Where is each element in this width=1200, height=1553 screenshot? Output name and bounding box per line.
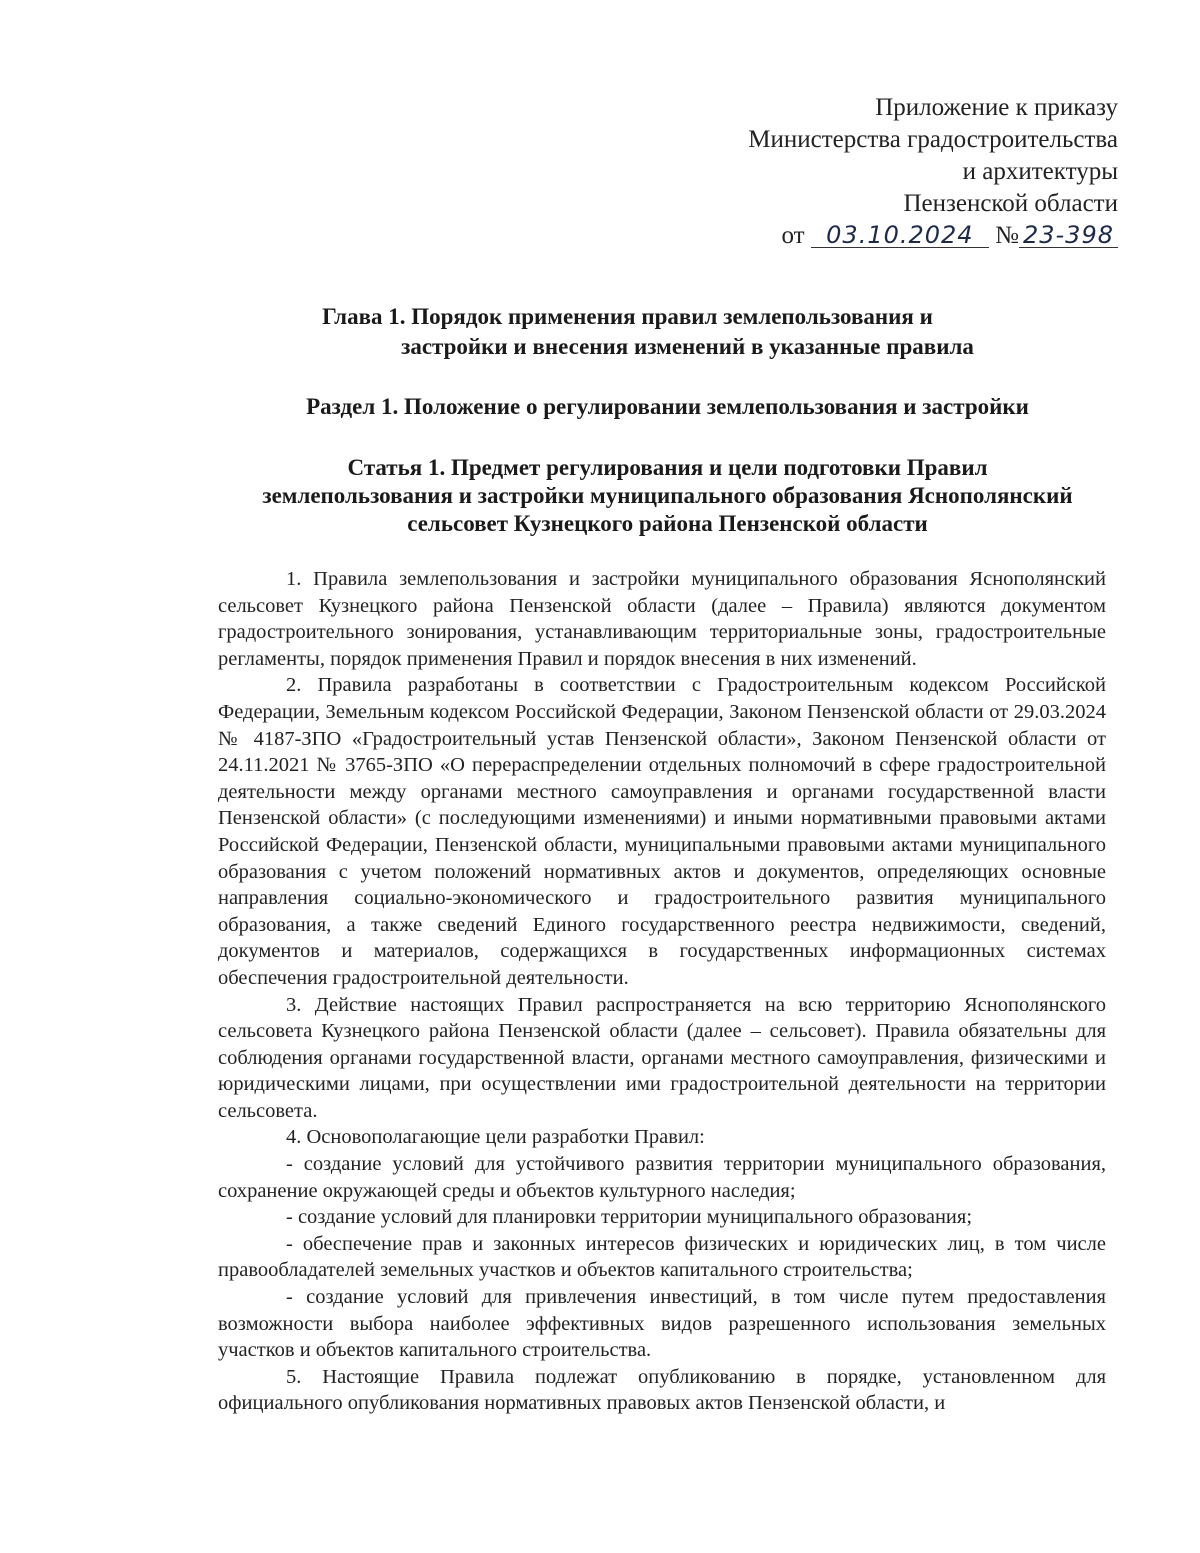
article-title [215,454,1120,538]
chapter-title-line-1: Глава 1. Порядок применения правил землепользования и [322,304,933,329]
goal-item-3: - обеспечение прав и законных интересов физических и юридических лиц, в том числе правообладателей земельных участков и объектов капитального строительства; [218,1232,1106,1282]
appendix-date-line [678,220,1118,252]
article-title-line-1: Статья 1. Предмет регулирования и цели подготовки Правил [347,455,988,480]
chapter-title-line-2: застройки и внесения изменений в указанные правила [401,334,974,359]
goal-item-4: - создание условий для привлечения инвестиций, в том числе путем предоставления возможности выбора наиболее эффективных видов разрешенного использования земельных участков и объектов капитального строительства. [218,1286,1106,1362]
paragraph-5: 5. Настоящие Правила подлежат опубликованию в порядке, установленном для официального опубликования нормативных правовых актов Пензенской области, и [218,1365,1106,1415]
goal-item-1: - создание условий для устойчивого развития территории муниципального образования, сохранение окружающей среды и объектов культурного наследия; [218,1153,1106,1202]
section-title: Раздел 1. Положение о регулировании землепользования и застройки [306,394,1029,419]
appendix-line-1: Приложение к приказу [875,94,1118,121]
paragraph-4: 4. Основополагающие цели разработки Правил: [286,1126,705,1149]
handwritten-date: 03.10.2024 [811,223,989,248]
article-body [218,566,1106,1417]
appendix-line-3: и архитектуры [962,158,1118,185]
date-prefix: от [781,222,805,249]
article-title-line-3: сельсовет Кузнецкого района Пензенской области [407,511,928,536]
number-prefix: № [995,222,1019,249]
appendix-line-2: Министерства градостроительства [748,126,1118,153]
goal-item-2: - создание условий для планировки территории муниципального образования; [286,1206,973,1229]
paragraph-3: 3. Действие настоящих Правил распространяется на всю территорию Яснополянского сельсовета Кузнецкого района Пензенской области (далее – сельсовет). Правила обязательны для соблюдения органами государственной власти, органами местного самоуправления, физическими и юридическими лицами, при осуществлении ими градостроительной деятельности на территории сельсовета. [218,993,1106,1122]
paragraph-1: 1. Правила землепользования и застройки муниципального образования Яснополянский сельсовет Кузнецкого района Пензенской области (далее – Правила) являются документом градостроительного зонирования, устанавливающим территориальные зоны, градостроительные регламенты, порядок применения Правил и порядок внесения в них изменений. [218,568,1106,670]
handwritten-number: 23-398 [1019,223,1118,248]
appendix-line-4: Пензенской области [903,190,1118,217]
chapter-title [215,302,1120,362]
appendix-header [678,92,1118,252]
article-title-line-2: землепользования и застройки муниципального образования Яснополянский [262,483,1073,508]
paragraph-2: 2. Правила разработаны в соответствии с Градостроительным кодексом Российской Федерации, Земельным кодексом Российской Федерации, Законом Пензенской области от 29.03.2024 № 4187-ЗПО «Градостроительный устав Пензенской области», Законом Пензенской области от 24.11.2021 № 3765-ЗПО «О перераспределении отдельных полномочий в сфере градостроительной деятельности между органами местного самоуправления и органами государственной власти Пензенской области» (с последующими изменениями) и иными нормативными правовыми актами Российской Федерации, Пензенской области, муниципальными правовыми актами муниципального образования с учетом положений нормативных актов и документов, определяющих основные направления социально-экономического и градостроительного развития муниципального образования, а также сведений Единого государственного реестра недвижимости, сведений, документов и материалов, содержащихся в государственных информационных системах обеспечения градостроительной деятельности. [218,674,1106,989]
